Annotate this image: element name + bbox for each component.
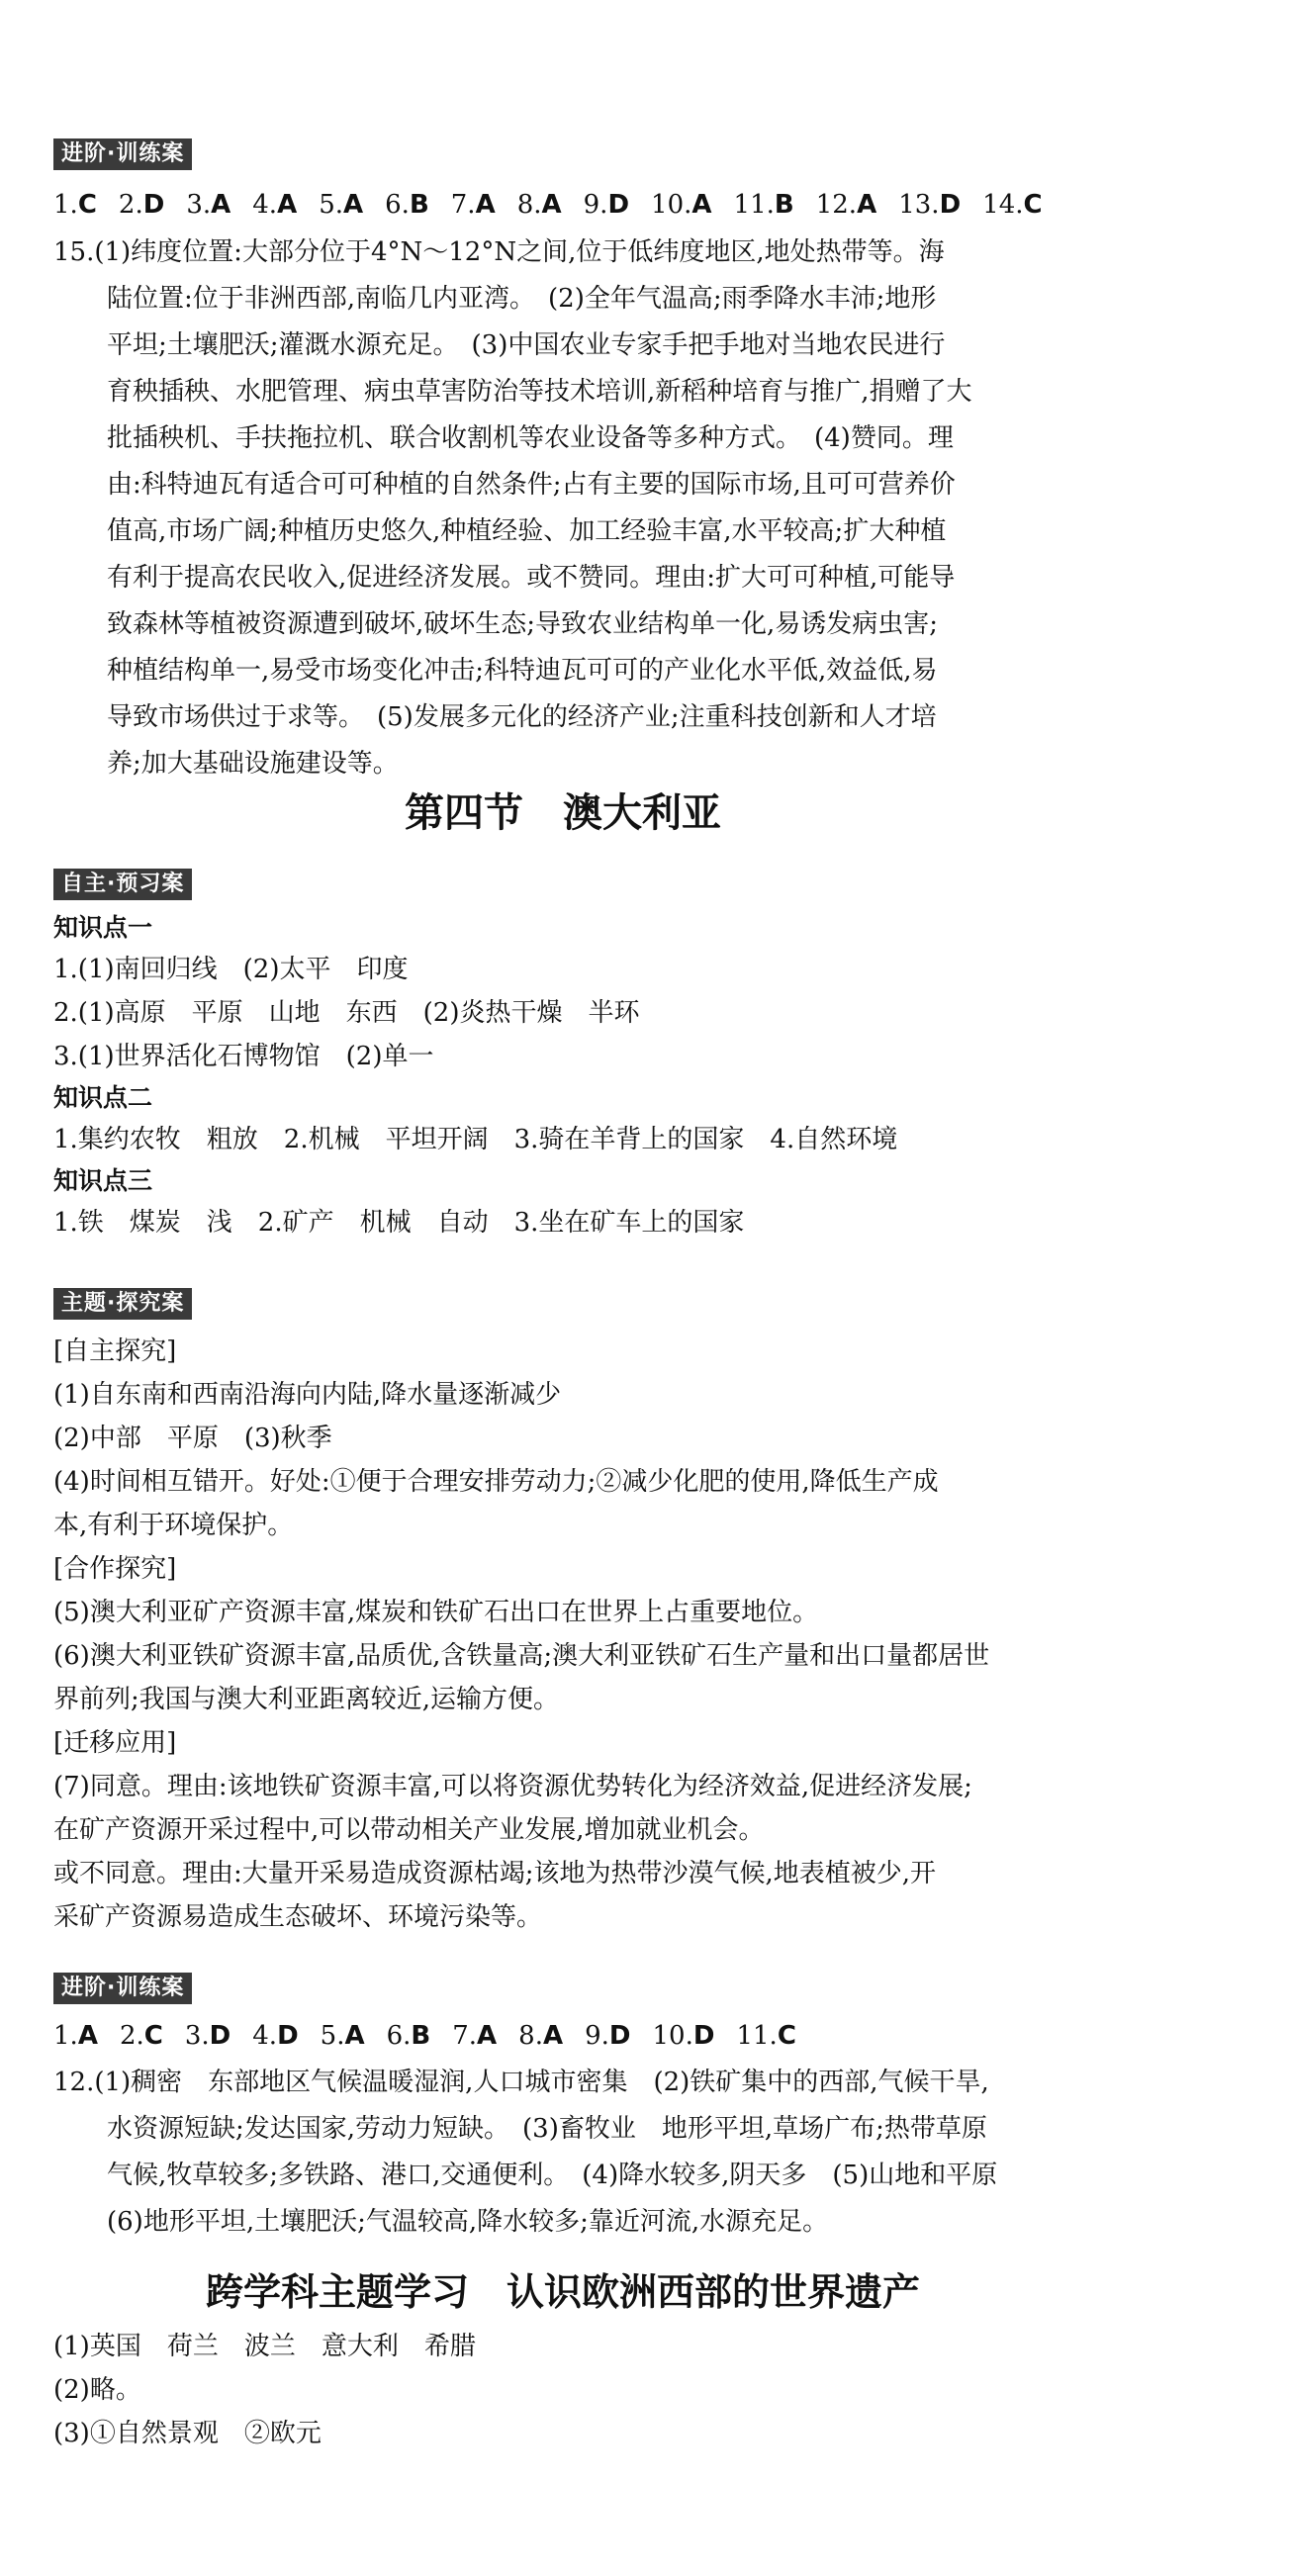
text-line: (6)地形平坦,土壤肥沃;气温较高,降水较多;靠近河流,水源充足。	[107, 2207, 829, 2237]
text-line: (6)澳大利亚铁矿资源丰富,品质优,含铁量高;澳大利亚铁矿石生产量和出口量都居世	[53, 1641, 990, 1671]
text-line: 致森林等植被资源遭到破坏,破坏生态;导致农业结构单一化,易诱发病虫害;	[107, 609, 939, 639]
answer-choice: A	[691, 190, 712, 220]
training-tag-row	[53, 1973, 1072, 2004]
answer-choice: D	[939, 190, 962, 220]
answer-row	[53, 2014, 1072, 2058]
answer-item	[252, 183, 297, 227]
text-line: 3.(1)世界活化石博物馆 (2)单一	[53, 1042, 434, 1071]
answer-choice: A	[542, 2021, 564, 2051]
text-line: 有利于提高农民收入,促进经济发展。或不赞同。理由:扩大可可种植,可能导	[107, 563, 956, 593]
answer-item	[518, 2014, 563, 2058]
answer-item	[982, 183, 1042, 227]
text-line: 在矿产资源开采过程中,可以带动相关产业发展,增加就业机会。	[53, 1815, 765, 1845]
answer-number: 11.	[733, 190, 775, 220]
knowledge-point-3-lines	[53, 1201, 1072, 1244]
answer-number: 10.	[652, 2021, 693, 2051]
text-line: 1.(1)南回归线 (2)太平 印度	[53, 955, 409, 984]
text-line: 批插秧机、手扶拖拉机、联合收割机等农业设备等多种方式。 (4)赞同。理	[107, 423, 954, 453]
text-line: 陆位置:位于非洲西部,南临几内亚湾。 (2)全年气温高;雨季降水丰沛;地形	[107, 284, 937, 314]
answer-choice: A	[857, 190, 877, 220]
cross-subject-title: 跨学科主题学习 认识欧洲西部的世界遗产	[205, 2270, 920, 2314]
answer-choice: B	[409, 190, 429, 220]
text-line: 值高,市场广阔;种植历史悠久,种植经验、加工经验丰富,水平较高;扩大种植	[107, 516, 947, 546]
section-tag: 自主·预习案	[53, 869, 192, 900]
answer-item	[651, 183, 711, 227]
answer-number: 3.	[184, 2021, 210, 2051]
answer-item	[451, 183, 496, 227]
answer-item	[319, 183, 363, 227]
text-line: 育秧插秧、水肥管理、病虫草害防治等技术培训,新稻种培育与推广,捐赠了大	[107, 377, 972, 407]
answer-row	[53, 183, 1072, 227]
answer-item	[385, 183, 429, 227]
section-tag: 进阶·训练案	[53, 1973, 192, 2004]
answer-number: 5.	[319, 190, 343, 220]
answer-number: 6.	[386, 2021, 412, 2051]
answer-item	[816, 183, 876, 227]
text-line: (2)略。	[53, 2375, 141, 2405]
text-line: 气候,牧草较多;多铁路、港口,交通便利。 (4)降水较多,阴天多 (5)山地和平原	[107, 2161, 998, 2190]
self-explore-lines	[53, 1373, 1072, 1547]
preview-tag-row	[53, 869, 1072, 900]
answer-item	[186, 183, 230, 227]
answer-number: 7.	[450, 190, 476, 220]
text-line: (5)澳大利亚矿产资源丰富,煤炭和铁矿石出口在世界上占重要地位。	[53, 1598, 819, 1627]
answer-item	[387, 2014, 431, 2058]
answer-choice: A	[343, 190, 364, 220]
text-line: 种植结构单一,易受市场变化冲击;科特迪瓦可可的产业化水平低,效益低,易	[107, 656, 938, 686]
answer-item	[653, 2014, 715, 2058]
question-15-answer	[53, 230, 1072, 787]
answer-choice: D	[209, 2021, 231, 2051]
text-line: 本,有利于环境保护。	[53, 1511, 294, 1540]
text-line: (4)时间相互错开。好处:①便于合理安排劳动力;②减少化肥的使用,降低生产成	[53, 1467, 939, 1497]
section-tag: 主题·探究案	[53, 1288, 192, 1320]
text-line: 15.(1)纬度位置:大部分位于4°N～12°N之间,位于低纬度地区,地处热带等。海	[53, 237, 945, 267]
answer-number: 4.	[252, 2021, 278, 2051]
text-line: 界前列;我国与澳大利亚距离较近,运输方便。	[53, 1685, 560, 1714]
section-title: 第四节 澳大利亚	[405, 790, 721, 836]
explore-section	[53, 1330, 1072, 1939]
answer-item	[898, 183, 961, 227]
training-section-1	[53, 138, 1072, 170]
answer-number: 13.	[898, 190, 940, 220]
apply-lines	[53, 1765, 1072, 1939]
answer-number: 7.	[452, 2021, 478, 2051]
text-line: (1)自东南和西南沿海向内陆,降水量逐渐减少	[53, 1380, 562, 1410]
answer-choice: B	[774, 190, 794, 220]
answer-number: 10.	[651, 190, 692, 220]
text-line: 水资源短缺;发达国家,劳动力短缺。 (3)畜牧业 地形平坦,草场广布;热带草原	[107, 2114, 987, 2144]
answer-number: 1.	[53, 190, 78, 220]
answer-item	[734, 183, 794, 227]
answer-choice: A	[475, 190, 496, 220]
answer-number: 2.	[118, 190, 143, 220]
text-line: 平坦;土壤肥沃;灌溉水源充足。 (3)中国农业专家手把手地对当地农民进行	[107, 330, 946, 360]
text-line: 由:科特迪瓦有适合可可种植的自然条件;占有主要的国际市场,且可可营养价	[107, 470, 956, 500]
answer-number: 8.	[516, 190, 542, 220]
explore-tag-row	[53, 1288, 1072, 1320]
knowledge-point-2-lines	[53, 1118, 1072, 1161]
knowledge-point-heading: 知识点二	[53, 1083, 153, 1112]
text-line: (1)英国 荷兰 波兰 意大利 希腊	[53, 2332, 476, 2361]
answer-choice: C	[777, 2021, 796, 2051]
answer-number: 9.	[583, 190, 608, 220]
knowledge-point-1-lines	[53, 948, 1072, 1078]
text-line: 1.集约农牧 粗放 2.机械 平坦开阔 3.骑在羊背上的国家 4.自然环境	[53, 1125, 898, 1154]
answer-number: 14.	[982, 190, 1024, 220]
answer-item	[585, 2014, 630, 2058]
answer-choice: D	[607, 190, 630, 220]
text-line: 养;加大基础设施建设等。	[107, 749, 399, 779]
answer-item	[53, 183, 97, 227]
question-12-answer	[53, 2060, 1072, 2246]
cooperate-explore-lines	[53, 1591, 1072, 1721]
answer-choice: A	[77, 2021, 98, 2051]
answer-choice: A	[277, 190, 298, 220]
answer-choice: D	[692, 2021, 715, 2051]
answer-choice: D	[608, 2021, 631, 2051]
cross-subject-lines	[53, 2325, 1072, 2455]
subsection-heading: [迁移应用]	[53, 1728, 177, 1758]
text-line: 2.(1)高原 平原 山地 东西 (2)炎热干燥 半环	[53, 998, 640, 1028]
text-line: (7)同意。理由:该地铁矿资源丰富,可以将资源优势转化为经济效益,促进经济发展;	[53, 1772, 972, 1801]
answer-item	[321, 2014, 365, 2058]
answer-item	[517, 183, 562, 227]
text-line: (3)①自然景观 ②欧元	[53, 2419, 322, 2448]
answer-number: 8.	[518, 2021, 543, 2051]
answer-choice: B	[411, 2021, 431, 2051]
answer-item	[736, 2014, 795, 2058]
text-line: 1.铁 煤炭 浅 2.矿产 机械 自动 3.坐在矿车上的国家	[53, 1208, 745, 1238]
answer-choice: A	[477, 2021, 498, 2051]
text-line: (2)中部 平原 (3)秋季	[53, 1424, 332, 1453]
knowledge-point-heading: 知识点三	[53, 1166, 153, 1195]
answer-item	[452, 2014, 497, 2058]
text-line: 导致市场供过于求等。 (5)发展多元化的经济产业;注重科技创新和人才培	[107, 702, 937, 732]
answer-item	[185, 2014, 230, 2058]
section-tag: 进阶·训练案	[53, 138, 192, 170]
answer-number: 2.	[119, 2021, 144, 2051]
answer-number: 6.	[385, 190, 410, 220]
answer-item	[584, 183, 629, 227]
text-line: 采矿产资源易造成生态破坏、环境污染等。	[53, 1902, 543, 1932]
answer-number: 3.	[186, 190, 212, 220]
answer-choice: C	[143, 2021, 163, 2051]
answer-choice: D	[142, 190, 165, 220]
answer-item	[120, 2014, 163, 2058]
answer-choice: A	[541, 190, 562, 220]
knowledge-point-heading: 知识点一	[53, 913, 153, 942]
answer-choice: D	[277, 2021, 299, 2051]
answer-choice: A	[211, 190, 231, 220]
answer-number: 1.	[53, 2021, 78, 2051]
subsection-heading: [合作探究]	[53, 1554, 177, 1584]
answer-item	[252, 2014, 298, 2058]
answer-choice: C	[1023, 190, 1043, 220]
answer-choice: C	[77, 190, 97, 220]
text-line: 12.(1)稠密 东部地区气候温暖湿润,人口城市密集 (2)铁矿集中的西部,气候干旱,	[53, 2068, 989, 2097]
answer-number: 9.	[585, 2021, 609, 2051]
answer-number: 5.	[320, 2021, 345, 2051]
answer-number: 4.	[252, 190, 278, 220]
answer-item	[53, 2014, 98, 2058]
knowledge-points	[53, 908, 1072, 1244]
answer-item	[119, 183, 164, 227]
text-line: 或不同意。理由:大量开采易造成资源枯竭;该地为热带沙漠气候,地表植被少,开	[53, 1859, 937, 1888]
subsection-heading: [自主探究]	[53, 1336, 177, 1366]
answer-number: 11.	[736, 2021, 778, 2051]
answer-number: 12.	[815, 190, 858, 220]
answer-choice: A	[344, 2021, 365, 2051]
